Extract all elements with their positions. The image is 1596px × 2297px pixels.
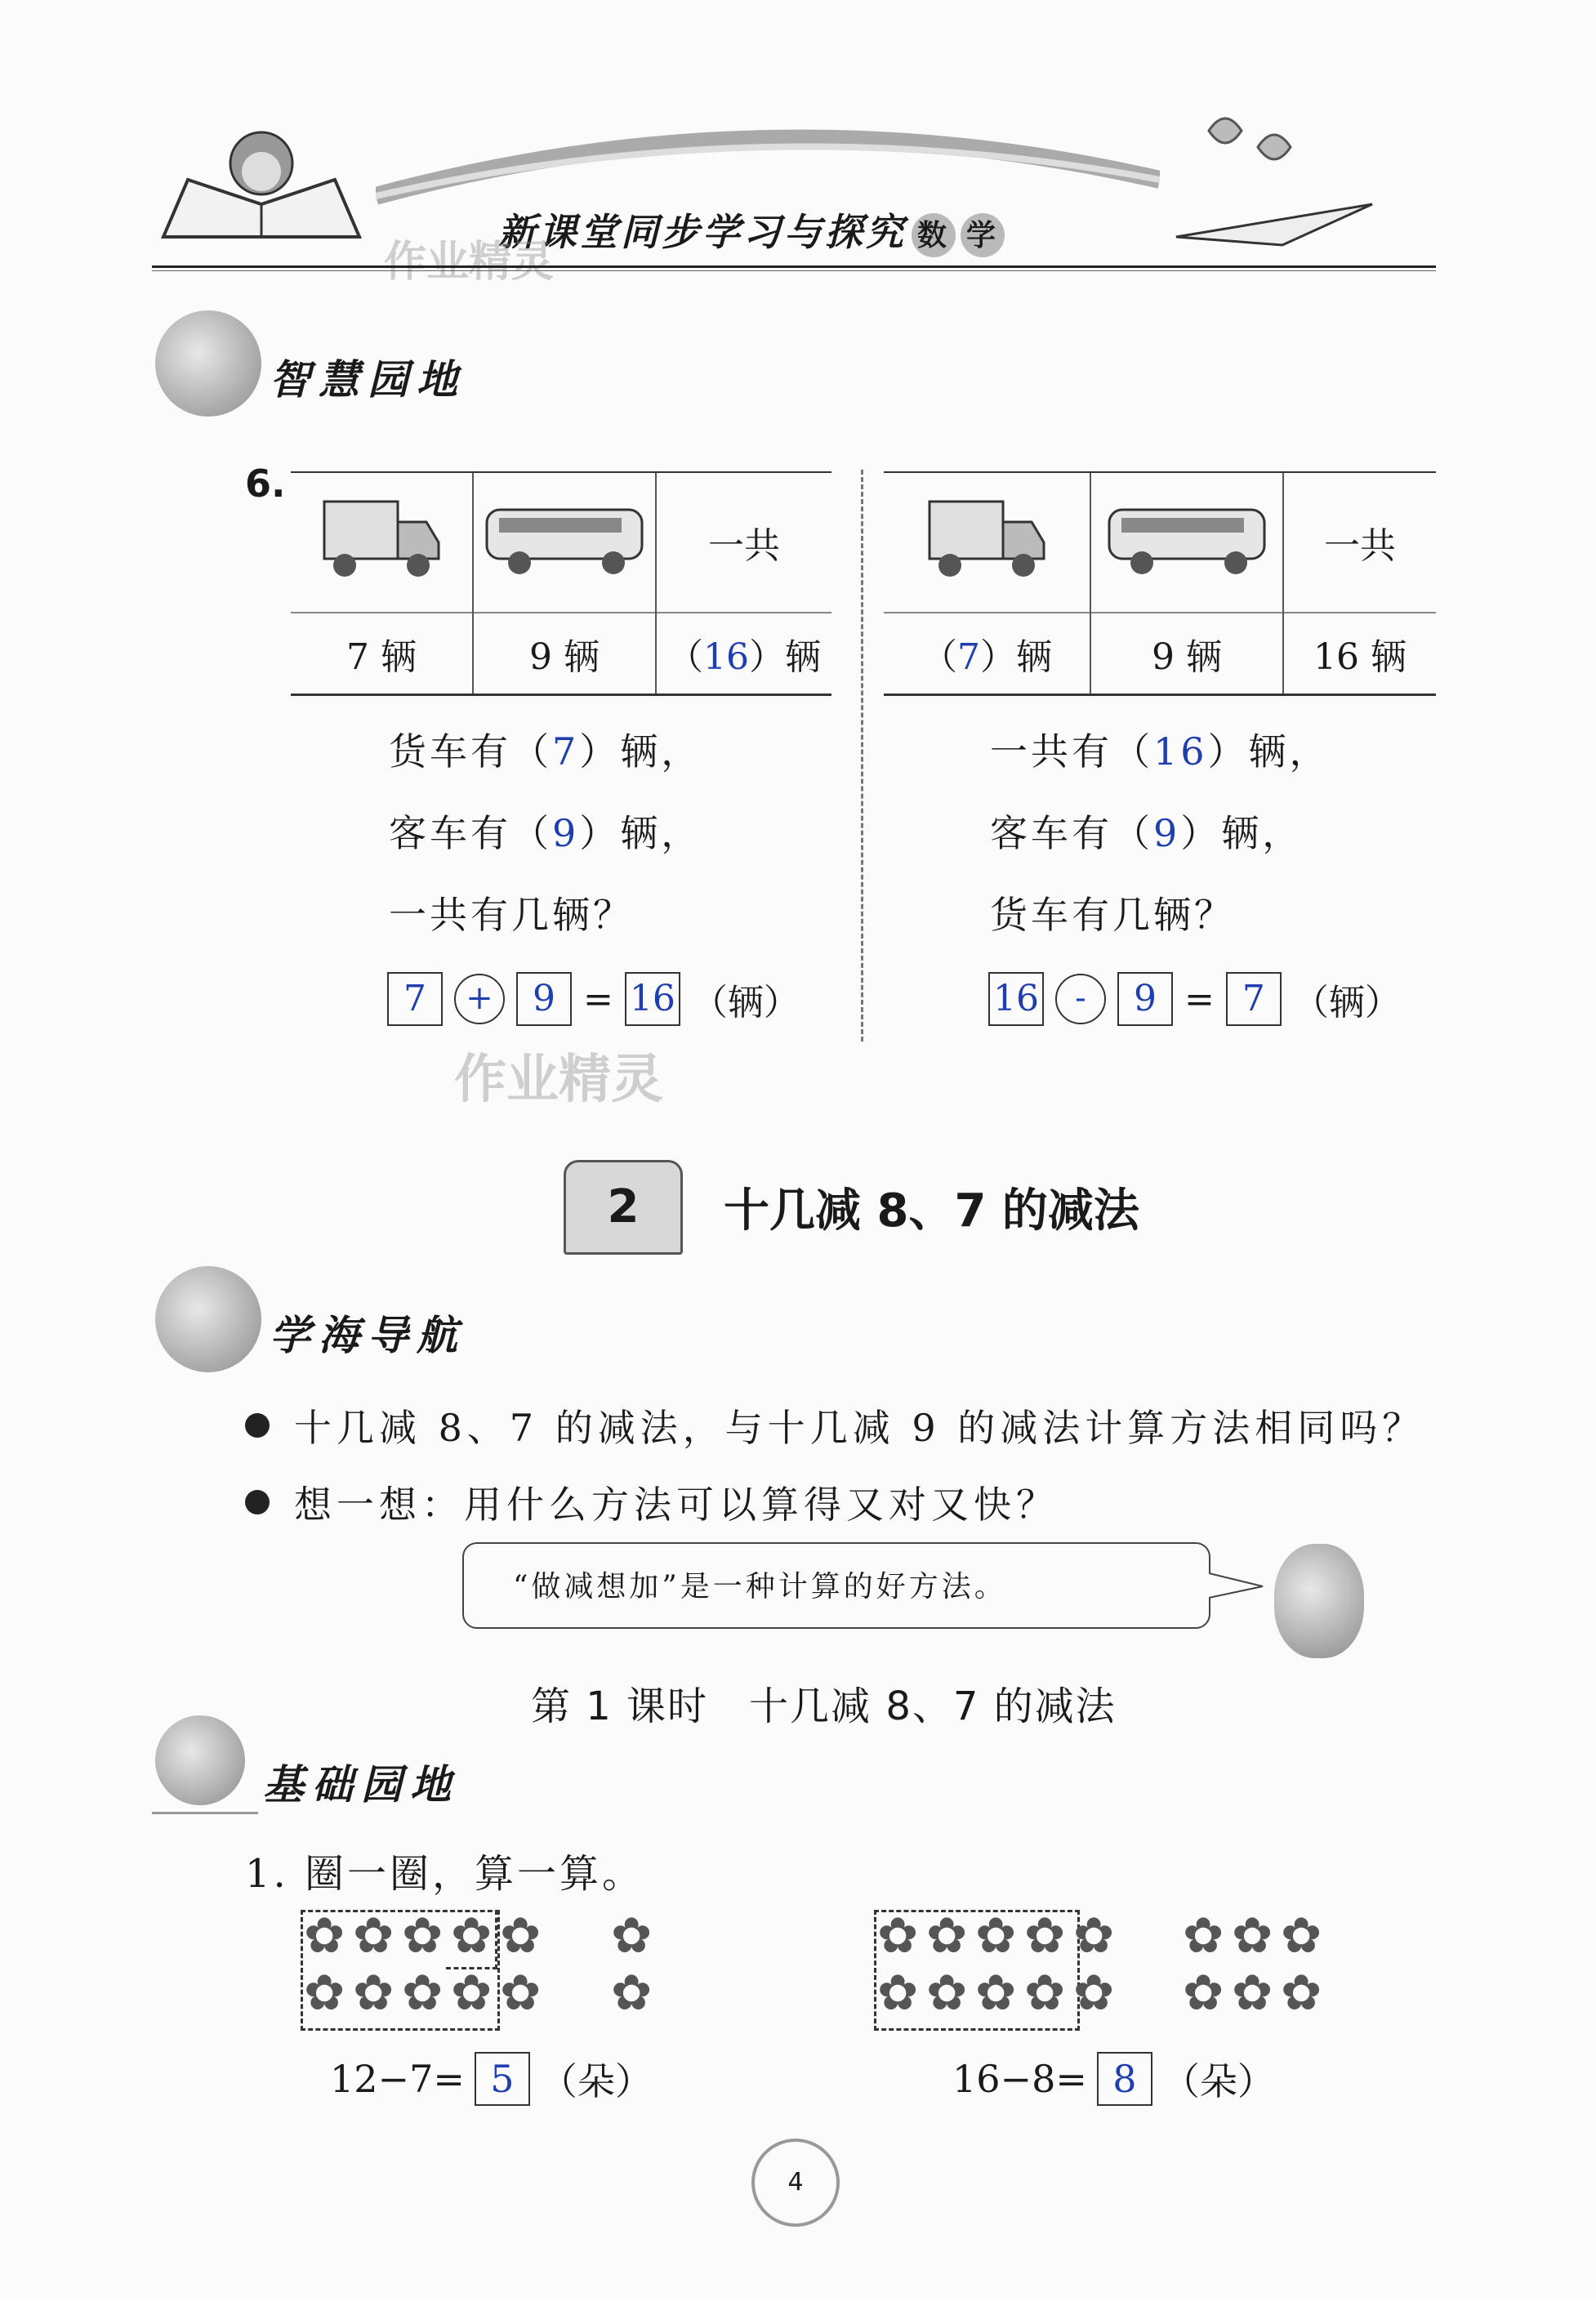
right-line-2 <box>990 804 1303 858</box>
right-truck-answer <box>884 613 1090 695</box>
left-flowers <box>304 1907 549 2026</box>
boy-avatar-icon <box>155 310 261 417</box>
flower-icon: ✿ <box>926 1907 968 1965</box>
watermark-top: 作业精灵 <box>384 238 555 287</box>
right-calc-expression: 16−8= <box>952 2057 1087 2101</box>
right-flowers <box>877 1907 1139 2026</box>
guide-point-1 <box>245 1398 1424 1452</box>
flower-icon: ✿ <box>304 1965 346 2022</box>
flower-icon: ✿ <box>1073 1965 1115 2022</box>
right-line-1-value: 16 <box>1153 729 1208 774</box>
flower-icon: ✿ <box>877 1907 919 1965</box>
truck-icon <box>925 493 1048 583</box>
flower-icon: ✿ <box>1281 1907 1322 1965</box>
bus-cell-right <box>1090 472 1283 613</box>
left-total-close: ）辆 <box>749 636 821 678</box>
flower-icon: ✿ <box>1183 1907 1224 1965</box>
right-line-2-post: ）辆， <box>1180 811 1304 855</box>
left-line-1 <box>389 722 702 776</box>
guide-point-2 <box>245 1475 1059 1529</box>
bus-icon <box>1105 497 1268 579</box>
guide-point-2-text: 想一想：用什么方法可以算得又对又快？ <box>294 1483 1059 1527</box>
flower-icon: ✿ <box>304 1907 346 1965</box>
right-line-1-pre: 一共有（ <box>990 729 1153 774</box>
flower-icon: ✿ <box>1232 1907 1273 1965</box>
right-total-label: 一共 <box>1283 472 1436 613</box>
flower-icon: ✿ <box>402 1907 444 1965</box>
header-divider-thin <box>152 270 1436 271</box>
left-eq-result: 16 <box>625 972 680 1026</box>
left-line-3: 一共有几辆？ <box>389 893 634 937</box>
flower-icon: ✿ <box>500 1965 542 2022</box>
unit-number-badge: 2 <box>564 1160 683 1255</box>
left-eq-op: + <box>454 974 505 1024</box>
truck-icon <box>320 493 443 583</box>
flower-icon: ✿ <box>1024 1907 1066 1965</box>
right-bus-count: 9 辆 <box>1090 613 1283 695</box>
right-calc-answer: 8 <box>1097 2052 1152 2106</box>
column-divider <box>861 470 863 1041</box>
watermark-middle: 作业精灵 <box>454 1050 663 1110</box>
flower-icon: ✿ <box>1232 1965 1273 2022</box>
flower-icon: ✿ <box>877 1965 919 2022</box>
section-underline <box>152 1812 258 1814</box>
right-line-1 <box>990 722 1331 776</box>
flower-icon: ✿ <box>611 1907 653 1965</box>
flower-icon: ✿ <box>1024 1965 1066 2022</box>
flower-icon: ✿ <box>353 1965 395 2022</box>
bullet-icon <box>245 1490 270 1514</box>
left-total-label: 一共 <box>656 472 831 613</box>
flower-icon: ✿ <box>451 1965 493 2022</box>
flower-icon: ✿ <box>1281 1965 1322 2022</box>
page-number: 4 <box>751 2139 840 2227</box>
unit-title-text: 十几减 8、7 的减法 <box>724 1184 1139 1238</box>
right-line-2-value: 9 <box>1153 811 1181 855</box>
left-calc-expression: 12−7= <box>330 2057 465 2101</box>
bullet-icon <box>245 1413 270 1438</box>
boy-waving-icon <box>1274 1544 1364 1658</box>
right-eq-op: - <box>1055 974 1106 1024</box>
girl-writing-avatar-icon <box>155 1715 245 1805</box>
right-total-count: 16 辆 <box>1283 613 1436 695</box>
left-total-answer-value: 16 <box>703 636 749 678</box>
left-calc-unit: （朵） <box>539 2059 653 2103</box>
right-line-3: 货车有几辆？ <box>990 893 1235 937</box>
right-equation <box>988 972 1401 1026</box>
left-total-open: （ <box>667 636 703 678</box>
flower-icon: ✿ <box>611 1965 653 2022</box>
header-badge-math-1: 数 <box>912 213 956 257</box>
right-eq-b: 9 <box>1117 972 1173 1026</box>
left-eq-b: 9 <box>516 972 572 1026</box>
section-heading-wisdom: 智慧园地 <box>270 355 466 404</box>
right-eq-result: 7 <box>1226 972 1282 1026</box>
left-bus-count: 9 辆 <box>473 613 656 695</box>
left-line-2-value: 9 <box>552 811 580 855</box>
bus-icon <box>483 497 646 579</box>
flower-icon: ✿ <box>926 1965 968 2022</box>
right-extra-flowers <box>1183 1907 1346 2026</box>
flower-icon: ✿ <box>451 1907 493 1965</box>
flower-icon: ✿ <box>500 1907 542 1965</box>
right-truck-answer-value: 7 <box>957 636 980 678</box>
left-extra-flowers <box>611 1907 668 2026</box>
speech-bubble-tail <box>1209 1570 1266 1606</box>
right-eq-equals: = <box>1184 978 1215 1020</box>
flower-icon: ✿ <box>975 1965 1017 2022</box>
left-calculation <box>330 2052 653 2106</box>
flower-icon: ✿ <box>402 1965 444 2022</box>
right-eq-a: 16 <box>988 972 1044 1026</box>
left-truck-count: 7 辆 <box>291 613 473 695</box>
binocular-kid-avatar-icon <box>155 1266 261 1372</box>
speech-bubble: “做减想加”是一种计算的好方法。 <box>462 1542 1210 1629</box>
exercise-1-title: 1. 圈一圈，算一算。 <box>245 1851 645 1897</box>
header-title <box>498 203 1005 257</box>
right-truck-open: （ <box>921 636 957 678</box>
left-line-1-post: ）辆， <box>579 729 702 774</box>
section-heading-basics: 基础园地 <box>263 1760 459 1809</box>
right-truck-close: ）辆 <box>980 636 1052 678</box>
header-illustration-girl <box>155 106 368 245</box>
header-divider <box>152 265 1436 268</box>
left-eq-unit: （辆） <box>691 982 800 1024</box>
section-heading-guide: 学海导航 <box>270 1311 466 1359</box>
header-badge-math-2: 学 <box>961 213 1005 257</box>
flower-icon: ✿ <box>1183 1965 1224 2022</box>
flower-icon: ✿ <box>353 1907 395 1965</box>
left-line-2-pre: 客车有（ <box>389 811 552 855</box>
header-plane-balloons <box>1160 98 1405 261</box>
left-equation <box>387 972 800 1026</box>
right-vehicle-table <box>884 471 1436 696</box>
left-calc-answer: 5 <box>475 2052 530 2106</box>
left-line-2 <box>389 804 702 858</box>
unit-title <box>564 1160 1139 1255</box>
left-line-1-value: 7 <box>552 729 580 774</box>
header-rainbow <box>376 123 1160 204</box>
flower-icon: ✿ <box>1073 1907 1115 1965</box>
left-eq-a: 7 <box>387 972 443 1026</box>
left-total-answer <box>656 613 831 695</box>
bus-cell <box>473 472 656 613</box>
lesson-title: 第 1 课时 十几减 8、7 的减法 <box>531 1684 1117 1729</box>
right-line-1-post: ）辆， <box>1207 729 1331 774</box>
left-eq-equals: = <box>583 978 613 1020</box>
right-eq-unit: （辆） <box>1292 982 1401 1024</box>
truck-cell <box>291 472 473 613</box>
right-calculation <box>952 2052 1275 2106</box>
left-vehicle-table <box>291 471 831 696</box>
question-number: 6. <box>245 462 286 506</box>
left-line-2-post: ）辆， <box>579 811 702 855</box>
flower-icon: ✿ <box>975 1907 1017 1965</box>
left-line-1-pre: 货车有（ <box>389 729 552 774</box>
right-line-2-pre: 客车有（ <box>990 811 1153 855</box>
right-calc-unit: （朵） <box>1161 2059 1275 2103</box>
guide-point-1-text: 十几减 8、7 的减法，与十几减 9 的减法计算方法相同吗？ <box>294 1406 1425 1450</box>
truck-cell-right <box>884 472 1090 613</box>
header-title-text: 新课堂同步学习与探究 <box>498 210 907 254</box>
